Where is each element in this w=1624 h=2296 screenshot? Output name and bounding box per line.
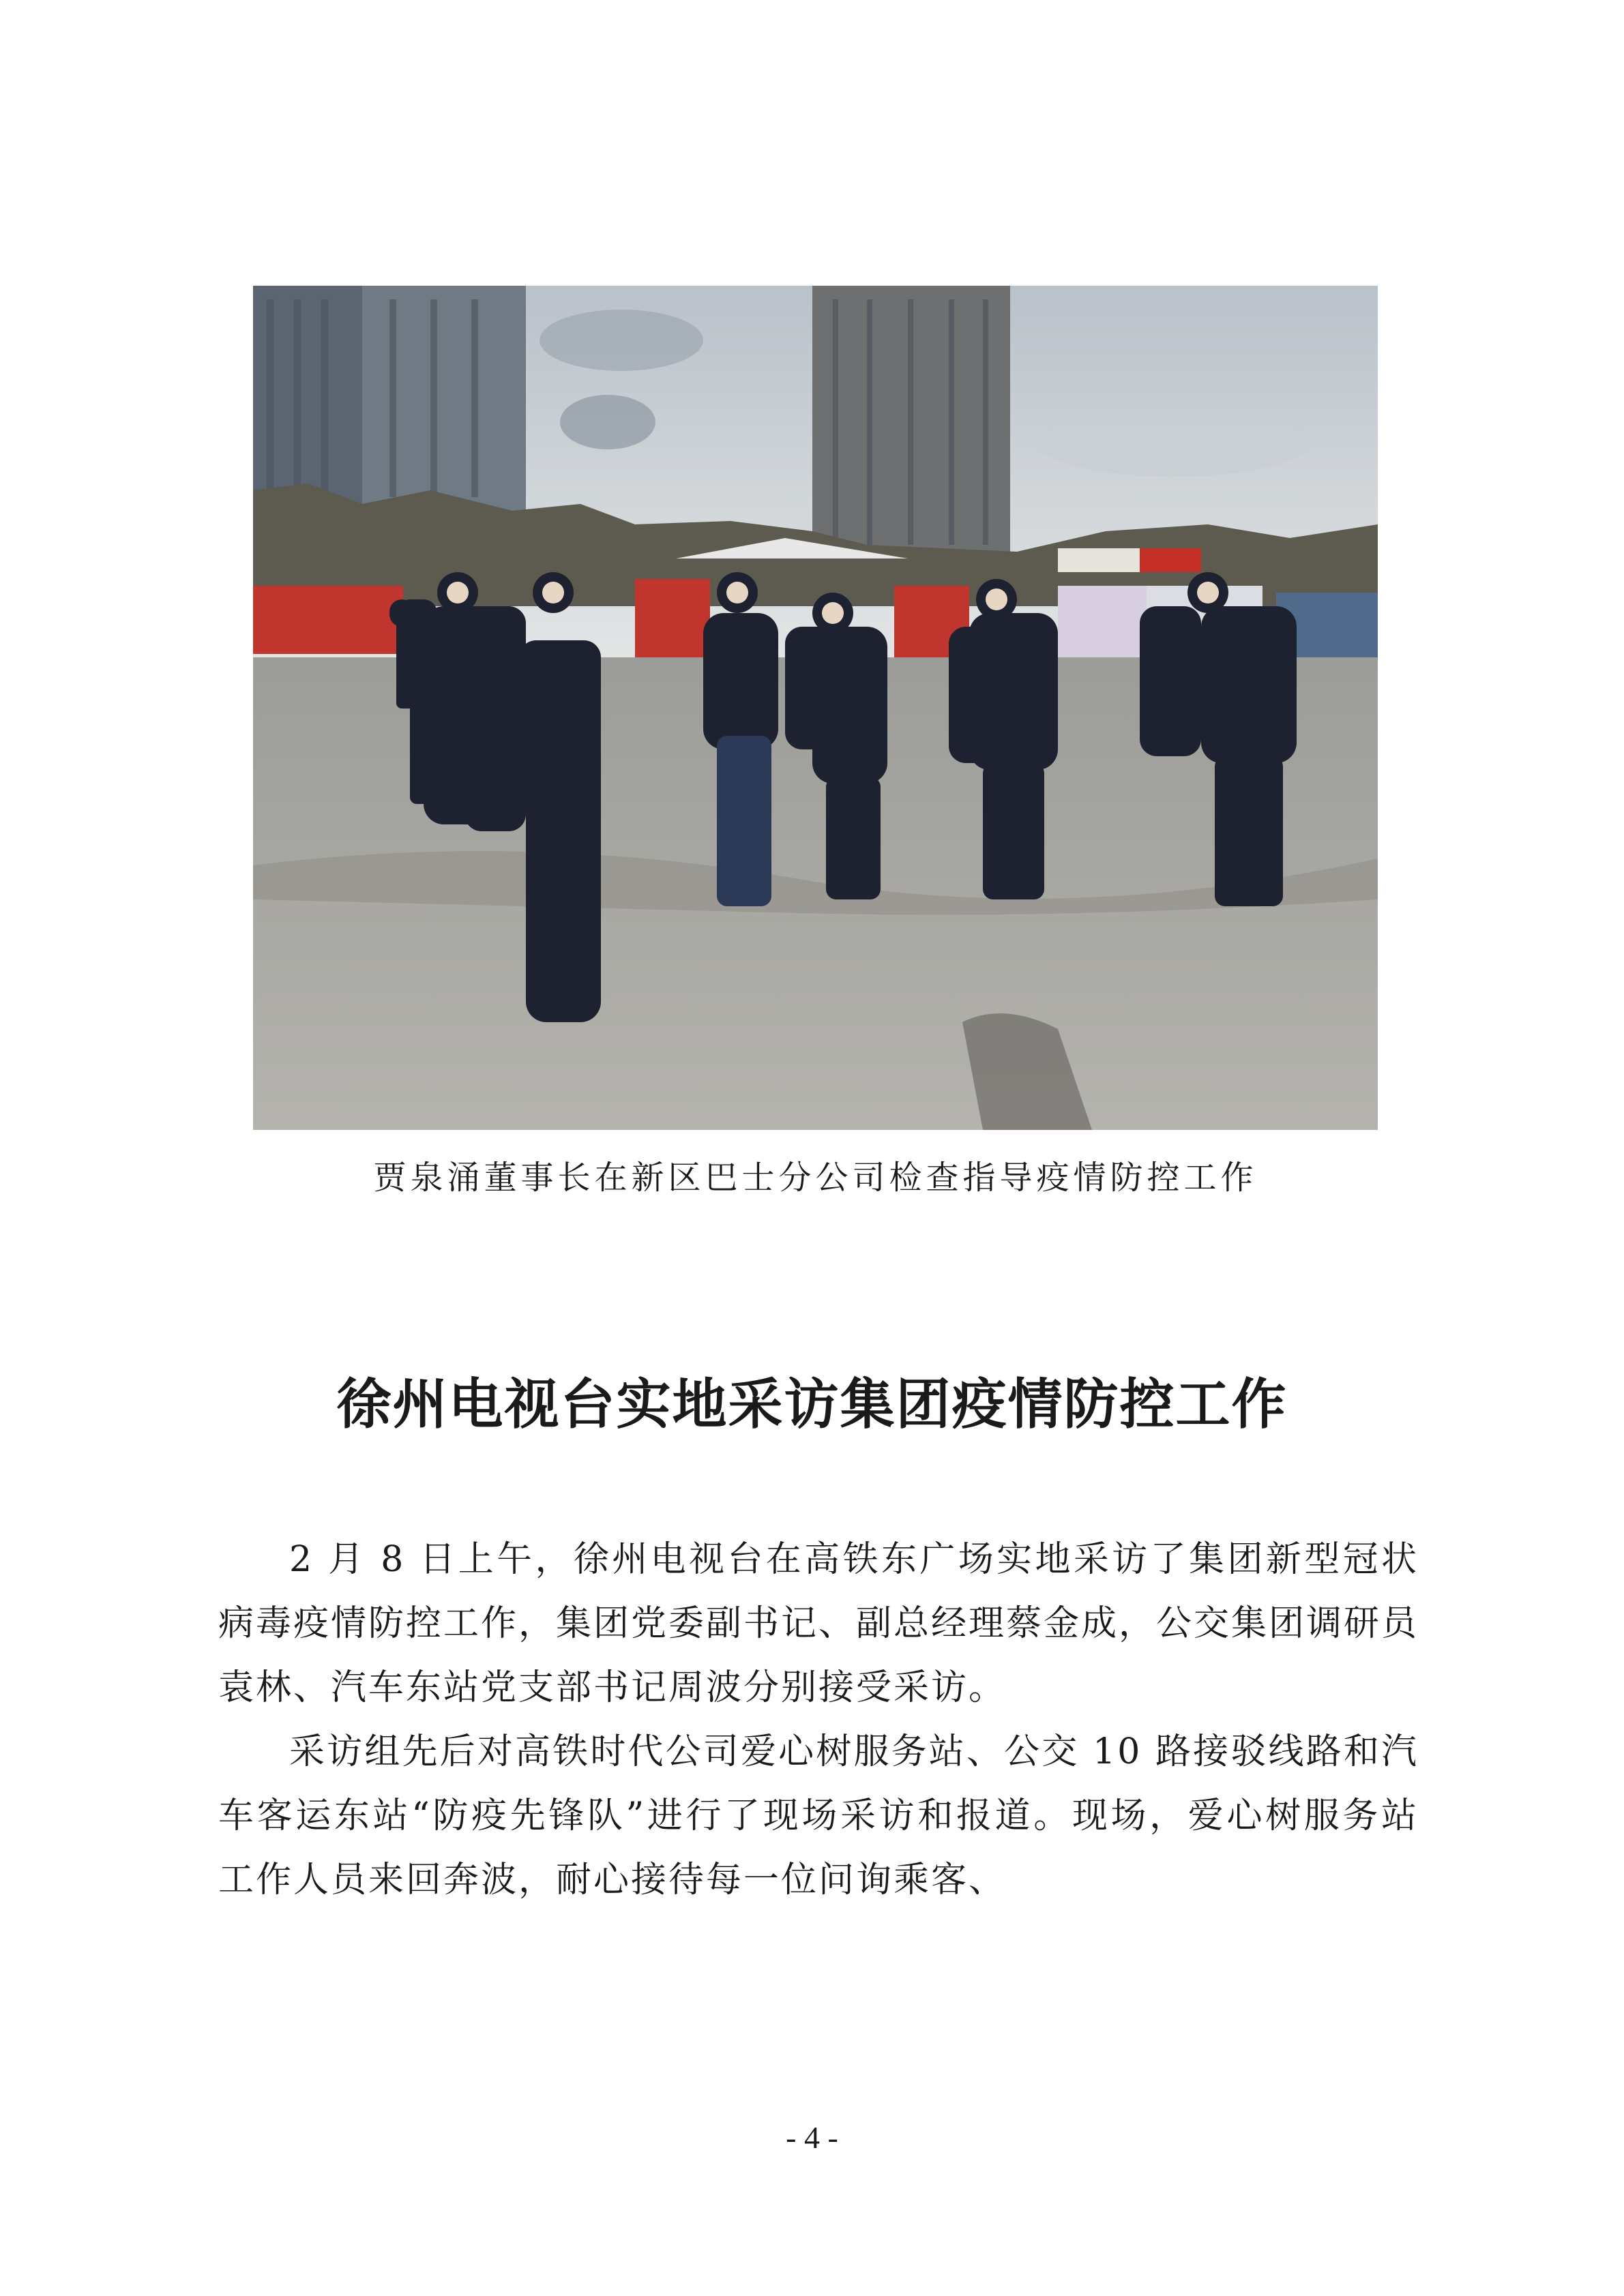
paragraph: 2 月 8 日上午，徐州电视台在高铁东广场实地采访了集团新型冠状病毒疫情防控工作，集团党委副书记、副总经理蔡金成，公交集团调研员袁林、汽车东站党支部书记周波分别接受采访。 bbox=[218, 1539, 1419, 1708]
inspection-photo bbox=[253, 286, 1378, 1130]
photo-caption: 贾泉涌董事长在新区巴士分公司检查指导疫情防控工作 bbox=[373, 1159, 1258, 1197]
page-number: - 4 - bbox=[786, 2120, 838, 2155]
article-body bbox=[218, 1527, 1419, 1912]
paragraph: 采访组先后对高铁时代公司爱心树服务站、公交 10 路接驳线路和汽车客运东站“防疫先锋队”进行了现场采访和报道。现场，爱心树服务站工作人员来回奔波，耐心接待每一位问询乘客、 bbox=[218, 1731, 1419, 1900]
photo-illustration bbox=[253, 286, 1378, 1130]
article-headline: 徐州电视台实地采访集团疫情防控工作 bbox=[336, 1372, 1288, 1436]
